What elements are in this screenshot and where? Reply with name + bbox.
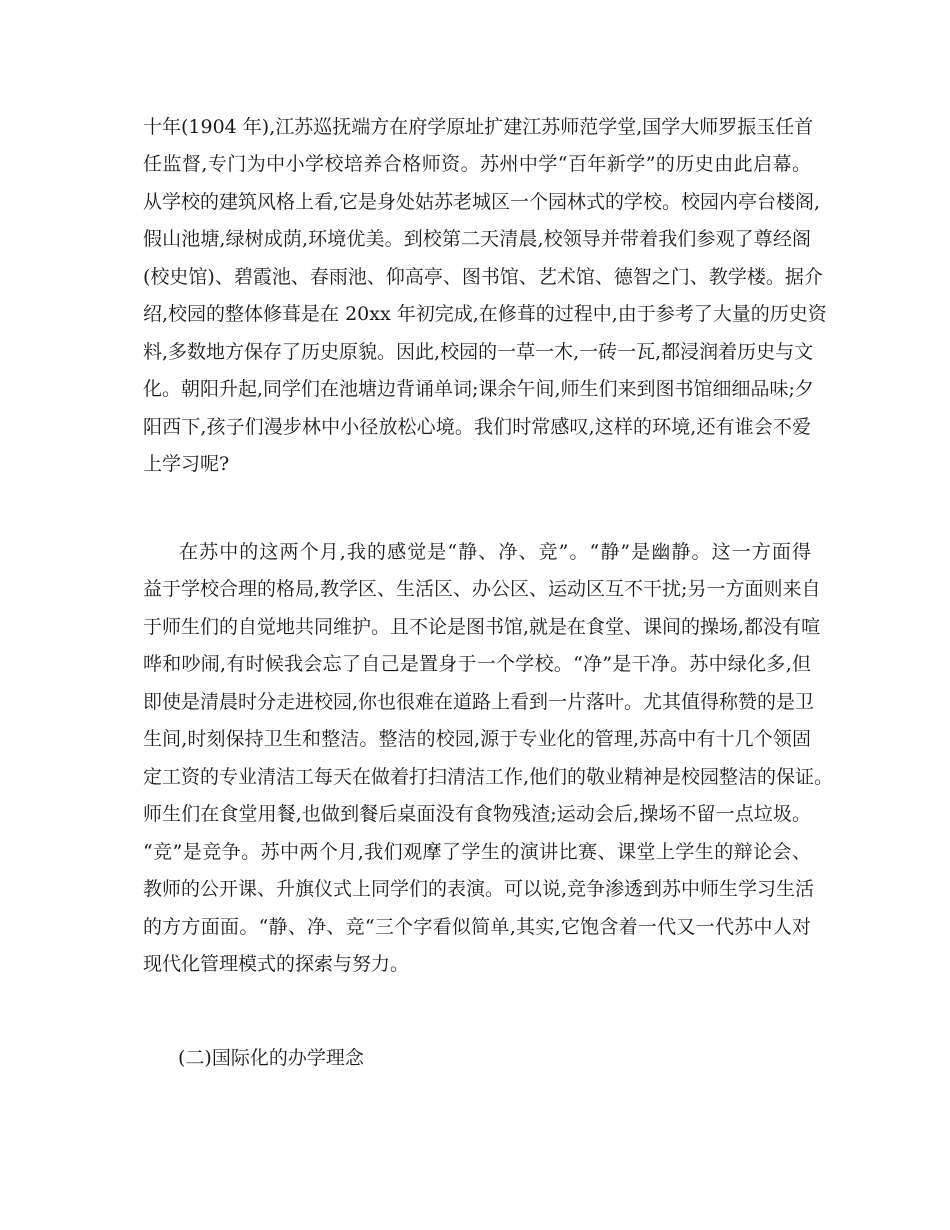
- text-line: 于师生们的自觉地共同维护。且不论是图书馆,就是在食堂、课间的操场,都没有喧: [143, 616, 821, 638]
- text-line: 假山池塘,绿树成荫,环境优美。到校第二天清晨,校领导并带着我们参观了尊经阁: [143, 228, 811, 250]
- text-line: 从学校的建筑风格上看,它是身处姑苏老城区一个园林式的学校。校园内亭台楼阁,: [143, 191, 821, 213]
- text-line: 哗和吵闹,有时候我会忘了自己是置身于一个学校。“净”是干净。苏中绿化多,但: [143, 653, 811, 675]
- text-line: 阳西下,孩子们漫步林中小径放松心境。我们时常感叹,这样的环境,还有谁会不爱: [143, 416, 811, 438]
- text-line: 定工资的专业清洁工每天在做着打扫清洁工作,他们的敬业精神是校园整洁的保证。: [143, 766, 834, 788]
- text-line: 现代化管理模式的探索与努力。: [143, 953, 410, 975]
- text-line: 绍,校园的整体修葺是在 20xx 年初完成,在修葺的过程中,由于参考了大量的历史资: [143, 303, 827, 325]
- text-line: 上学习呢?: [143, 453, 230, 475]
- text-line: 教师的公开课、升旗仪式上同学们的表演。可以说,竞争渗透到苏中师生学习生活: [143, 878, 815, 900]
- section-heading: (二)国际化的办学理念: [178, 1047, 364, 1069]
- text-line: 益于学校合理的格局,教学区、生活区、办公区、运动区互不干扰;另一方面则来自: [143, 578, 821, 600]
- text-line: 化。朝阳升起,同学们在池塘边背诵单词;课余午间,师生们来到图书馆细细品味;夕: [143, 378, 814, 400]
- text-line: 料,多数地方保存了历史原貌。因此,校园的一草一木,一砖一瓦,都浸润着历史与文: [143, 341, 814, 363]
- text-line: “竞”是竞争。苏中两个月,我们观摩了学生的演讲比赛、课堂上学生的辩论会、: [143, 841, 811, 863]
- text-line: 十年(1904 年),江苏巡抚端方在府学原址扩建江苏师范学堂,国学大师罗振玉任首: [143, 116, 814, 138]
- text-line: 在苏中的这两个月,我的感觉是“静、净、竞”。“静”是幽静。这一方面得: [179, 541, 811, 563]
- text-line: 生间,时刻保持卫生和整洁。整洁的校园,源于专业化的管理,苏高中有十几个领固: [143, 728, 811, 750]
- text-line: (校史馆)、碧霞池、春雨池、仰高亭、图书馆、艺术馆、德智之门、教学楼。据介: [143, 266, 823, 288]
- text-line: 的方方面面。“静、净、竞“三个字看似简单,其实,它饱含着一代又一代苏中人对: [143, 916, 811, 938]
- text-line: 即使是清晨时分走进校园,你也很难在道路上看到一片落叶。尤其值得称赞的是卫: [143, 691, 815, 713]
- text-line: 师生们在食堂用餐,也做到餐后桌面没有食物残渣;运动会后,操场不留一点垃圾。: [143, 803, 811, 825]
- text-line: 任监督,专门为中小学校培养合格师资。苏州中学“百年新学”的历史由此启幕。: [143, 153, 811, 175]
